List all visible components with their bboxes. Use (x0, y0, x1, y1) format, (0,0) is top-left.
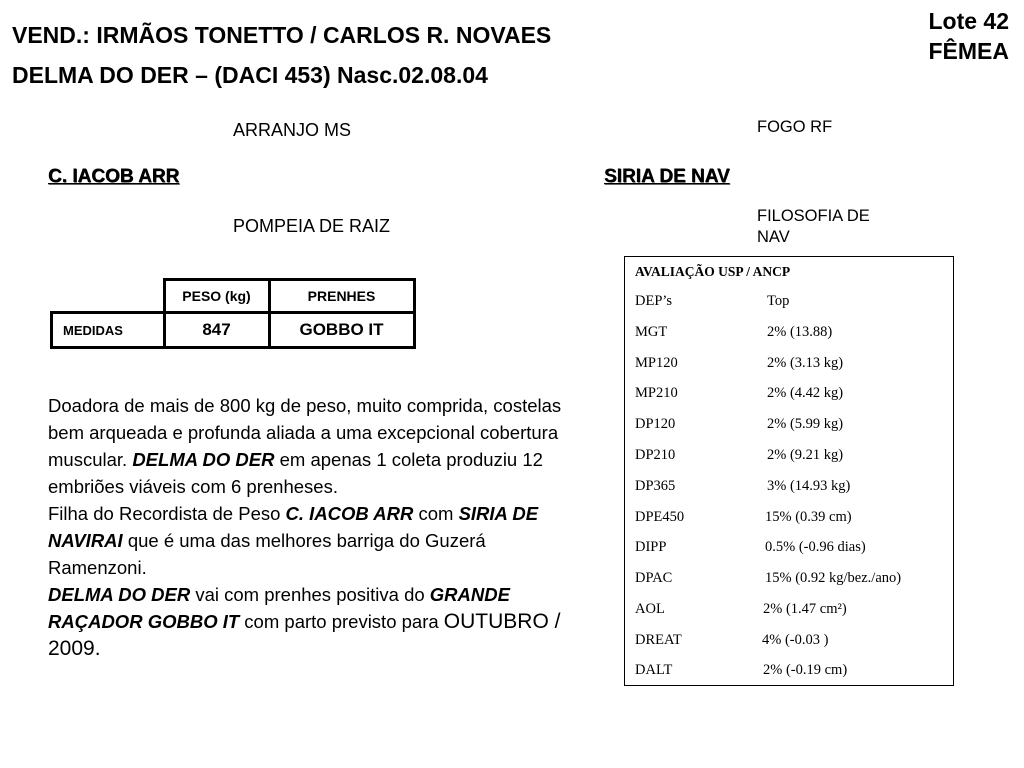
sire-sire: ARRANJO MS (233, 120, 352, 140)
list-item (635, 447, 955, 467)
dam-dam-line1: FILOSOFIA DE (757, 207, 870, 225)
desc-dam-name: SIRIA DE NAVIRAI (48, 503, 539, 551)
table-header-peso: PESO (kg) (164, 280, 269, 313)
table-value-peso: 847 (164, 313, 269, 348)
list-item (635, 632, 955, 652)
lot-sex: FÊMEA (928, 38, 1009, 64)
dam-dam (757, 206, 870, 248)
aval-value: 15% (0.39 cm) (765, 509, 852, 525)
aval-value: 2% (9.21 kg) (767, 447, 844, 463)
list-item (635, 355, 955, 375)
dam-name: SIRIA DE NAV (604, 166, 730, 187)
desc-due-date: OUTUBRO / 2009. (48, 610, 561, 660)
aval-key: DREAT (635, 632, 682, 648)
desc-text-3: Filha do Recordista de Peso (48, 503, 286, 524)
avaliacao-title: AVALIAÇÃO USP / ANCP (635, 264, 791, 279)
aval-key: MGT (635, 324, 668, 340)
description (48, 392, 588, 662)
desc-text-7: com parto previsto para (239, 611, 444, 632)
table-row (52, 313, 415, 348)
table-row-label: MEDIDAS (52, 313, 165, 348)
aval-value: 2% (3.13 kg) (767, 355, 844, 371)
avaliacao-box (624, 256, 954, 686)
list-item (635, 509, 955, 529)
lot-badge (928, 6, 1009, 66)
medidas-table (50, 278, 416, 349)
table-corner-cell (52, 280, 165, 313)
desc-text-4: com (413, 503, 459, 524)
desc-animal-name-2: DELMA DO DER (48, 584, 191, 605)
aval-value: 2% (13.88) (767, 324, 833, 340)
aval-key: MP210 (635, 385, 678, 401)
dam-dam-line2: NAV (757, 228, 790, 246)
aval-key: AOL (635, 601, 665, 617)
list-item (635, 570, 955, 590)
list-item (635, 662, 955, 682)
aval-value: 15% (0.92 kg/bez./ano) (765, 570, 902, 586)
desc-text-1: Doadora de mais de 800 kg de peso, muito comprida, costelas bem arqueada e profunda aliada a uma excepcional cobertura muscular. (48, 395, 562, 470)
dam-sire: FOGO RF (757, 118, 833, 136)
aval-key: DP210 (635, 447, 676, 463)
aval-key: DALT (635, 662, 673, 678)
list-item (635, 539, 955, 559)
lot-number: Lote 42 (928, 8, 1009, 34)
aval-key: DP120 (635, 416, 676, 432)
list-item (635, 416, 955, 436)
desc-text-2: em apenas 1 coleta produziu 12 embriões viáveis com 6 prenheses. (48, 449, 543, 497)
aval-value: 3% (14.93 kg) (767, 478, 851, 494)
aval-key: MP120 (635, 355, 678, 371)
list-item (635, 293, 955, 313)
aval-value: 0.5% (-0.96 dias) (765, 539, 866, 555)
desc-animal-name-1: DELMA DO DER (132, 449, 275, 470)
aval-value: 4% (-0.03 ) (762, 632, 829, 648)
aval-value: 2% (5.99 kg) (767, 416, 844, 432)
desc-sire-name: C. IACOB ARR (285, 503, 414, 524)
table-header-row (52, 280, 415, 313)
aval-value: 2% (4.42 kg) (767, 385, 844, 401)
header-animal: DELMA DO DER – (DACI 453) Nasc.02.08.04 (12, 62, 488, 88)
table-header-prenhes: PRENHES (269, 280, 414, 313)
list-item (635, 601, 955, 621)
table-value-prenhes: GOBBO IT (269, 313, 414, 348)
sire-dam: POMPEIA DE RAIZ (233, 216, 391, 236)
aval-value: 2% (-0.19 cm) (763, 662, 848, 678)
list-item (635, 385, 955, 405)
aval-key: DEP’s (635, 293, 673, 309)
aval-key: DPAC (635, 570, 673, 586)
sire-name: C. IACOB ARR (48, 166, 180, 187)
aval-key: DPE450 (635, 509, 685, 525)
aval-value: 2% (1.47 cm²) (763, 601, 847, 617)
header-seller: VEND.: IRMÃOS TONETTO / CARLOS R. NOVAES (12, 22, 552, 48)
desc-bull-name: GRANDE RAÇADOR GOBBO IT (48, 584, 510, 632)
desc-text-5: que é uma das melhores barriga do Guzerá Ramenzoni. (48, 530, 486, 578)
aval-value: Top (767, 293, 790, 309)
list-item (635, 324, 955, 344)
desc-text-6: vai com prenhes positiva do (190, 584, 430, 605)
aval-key: DP365 (635, 478, 676, 494)
aval-key: DIPP (635, 539, 667, 555)
list-item (635, 478, 955, 498)
